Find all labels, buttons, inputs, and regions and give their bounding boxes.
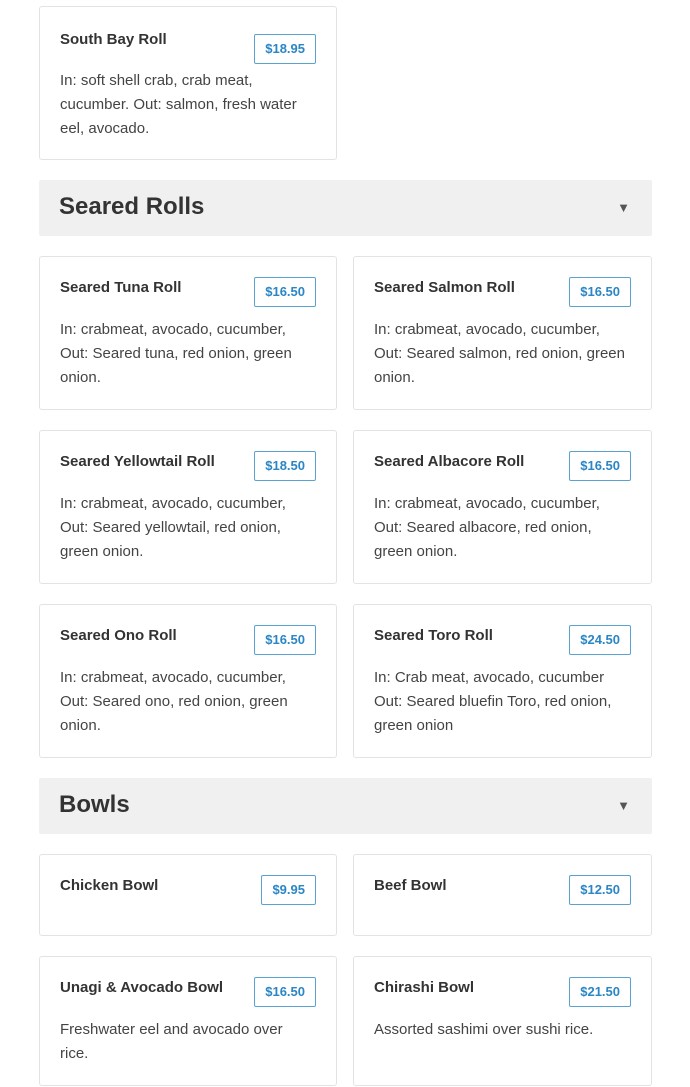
menu-item-name: Beef Bowl — [374, 877, 447, 894]
menu-item-card[interactable] — [353, 604, 652, 758]
menu-item-name: Chirashi Bowl — [374, 979, 475, 996]
price-badge: $12.50 — [569, 875, 631, 905]
price-badge: $18.95 — [254, 34, 316, 64]
menu-item-name: Seared Salmon Roll — [374, 279, 515, 296]
section-header-seared-rolls[interactable] — [39, 180, 652, 236]
menu-item-name: Seared Toro Roll — [374, 627, 493, 644]
menu-item-card[interactable] — [353, 430, 652, 584]
menu-item-card[interactable] — [39, 6, 337, 160]
price-badge: $18.50 — [254, 451, 316, 481]
price-badge: $16.50 — [254, 977, 316, 1007]
menu-item-card[interactable] — [353, 854, 652, 936]
menu-item-name: Chicken Bowl — [60, 877, 159, 894]
section-title: Bowls — [59, 791, 130, 818]
menu-item-card[interactable] — [353, 956, 652, 1086]
menu-item-description: In: crabmeat, avocado, cucumber, Out: Seared yellowtail, red onion, green onion. — [60, 495, 286, 560]
price-badge: $21.50 — [569, 977, 631, 1007]
menu-item-card[interactable] — [39, 256, 337, 410]
menu-item-card[interactable] — [39, 604, 337, 758]
section-header-bowls[interactable] — [39, 778, 652, 834]
menu-item-name: Seared Tuna Roll — [60, 279, 182, 296]
menu-item-description: In: soft shell crab, crab meat, cucumber. Out: salmon, fresh water eel, avocado. — [60, 72, 297, 137]
menu-item-card[interactable] — [39, 430, 337, 584]
menu-item-name: Unagi & Avocado Bowl — [60, 979, 224, 996]
menu-item-card[interactable] — [353, 256, 652, 410]
section-title: Seared Rolls — [59, 193, 205, 220]
menu-item-description: In: crabmeat, avocado, cucumber, Out: Seared albacore, red onion, green onion. — [374, 495, 600, 560]
menu-item-card[interactable] — [39, 956, 337, 1086]
menu-item-name: Seared Ono Roll — [60, 627, 177, 644]
menu-item-card[interactable] — [39, 854, 337, 936]
menu-item-description: In: crabmeat, avocado, cucumber, Out: Seared salmon, red onion, green onion. — [374, 321, 625, 386]
menu-item-name: Seared Yellowtail Roll — [60, 453, 215, 470]
price-badge: $16.50 — [569, 277, 631, 307]
menu-item-description: Freshwater eel and avocado over rice. — [60, 1021, 283, 1062]
price-badge: $16.50 — [254, 625, 316, 655]
price-badge: $16.50 — [569, 451, 631, 481]
chevron-down-icon[interactable]: ▼ — [617, 200, 630, 215]
menu-item-name: South Bay Roll — [60, 31, 167, 48]
menu-item-description: In: crabmeat, avocado, cucumber, Out: Seared ono, red onion, green onion. — [60, 669, 288, 734]
price-badge: $9.95 — [261, 875, 316, 905]
price-badge: $24.50 — [569, 625, 631, 655]
menu-item-description: In: Crab meat, avocado, cucumber Out: Seared bluefin Toro, red onion, green onion — [374, 669, 612, 734]
price-badge: $16.50 — [254, 277, 316, 307]
chevron-down-icon[interactable]: ▼ — [617, 798, 630, 813]
menu-item-name: Seared Albacore Roll — [374, 453, 525, 470]
menu-item-description: Assorted sashimi over sushi rice. — [374, 1021, 594, 1038]
menu-item-description: In: crabmeat, avocado, cucumber, Out: Seared tuna, red onion, green onion. — [60, 321, 292, 386]
